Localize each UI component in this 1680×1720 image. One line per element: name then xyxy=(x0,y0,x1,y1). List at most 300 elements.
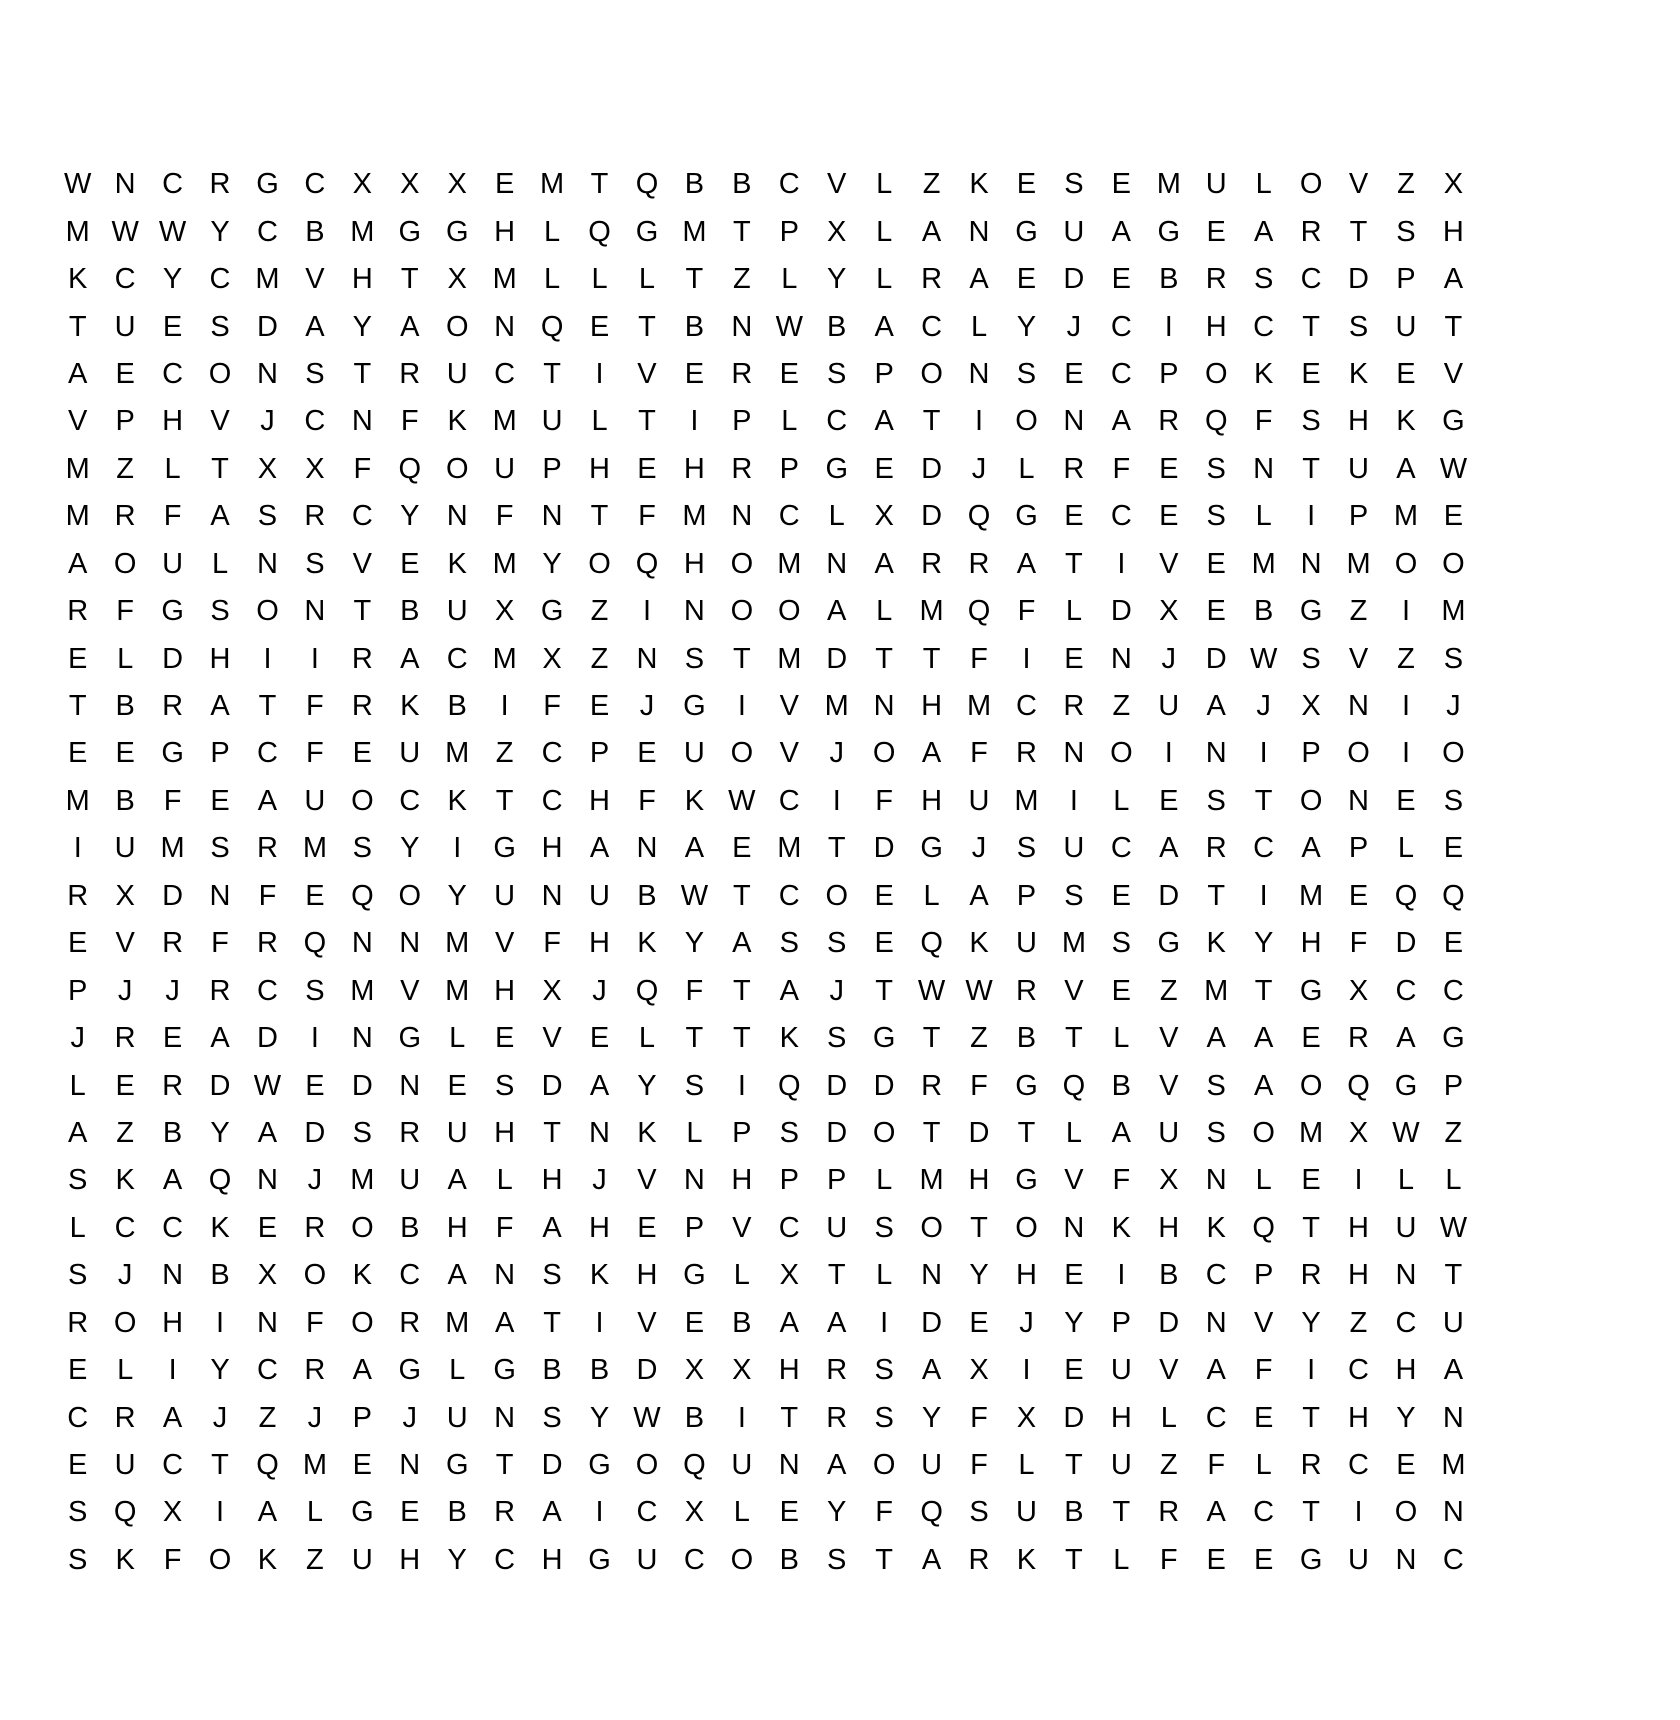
grid-letter: G xyxy=(351,1496,374,1529)
grid-letter: G xyxy=(1299,1543,1323,1576)
grid-letter: S xyxy=(827,927,847,960)
grid-letter: V xyxy=(542,1022,562,1055)
grid-letter: Z xyxy=(590,642,609,675)
grid-letter: S xyxy=(68,1543,88,1576)
grid-letter: U xyxy=(304,784,326,817)
grid-letter: I xyxy=(975,405,984,438)
grid-letter: E xyxy=(1253,1401,1274,1434)
grid-letter: G xyxy=(588,1543,611,1576)
grid-letter: M xyxy=(302,1449,327,1482)
grid-letter: Q xyxy=(1062,1069,1086,1102)
grid-letter: J xyxy=(592,974,607,1007)
grid-letter: N xyxy=(256,1164,278,1197)
grid-letter: C xyxy=(1110,310,1132,343)
grid-letter: N xyxy=(304,595,326,628)
grid-letter: T xyxy=(732,879,751,912)
grid-letter: F xyxy=(116,595,135,628)
grid-letter: A xyxy=(921,1543,942,1576)
grid-letter: E xyxy=(589,690,610,723)
grid-letter: I xyxy=(1259,737,1268,770)
grid-letter: R xyxy=(1015,737,1037,770)
grid-letter: Z xyxy=(922,168,941,201)
grid-letter: A xyxy=(400,310,420,343)
grid-letter: N xyxy=(1395,1543,1417,1576)
grid-letter: L xyxy=(970,310,988,343)
grid-letter: G xyxy=(161,595,184,628)
grid-letter: K xyxy=(1206,1211,1226,1244)
grid-letter: U xyxy=(683,737,705,770)
grid-letter: I xyxy=(310,642,319,675)
grid-letter: T xyxy=(922,642,941,675)
grid-letter: G xyxy=(872,1022,896,1055)
grid-letter: F xyxy=(543,690,561,723)
grid-letter: A xyxy=(162,1401,183,1434)
grid-letter: H xyxy=(399,1543,421,1576)
grid-letter: O xyxy=(730,595,754,628)
grid-letter: C xyxy=(921,310,943,343)
grid-letter: Z xyxy=(1159,1449,1178,1482)
grid-letter: S xyxy=(1206,1069,1226,1102)
grid-letter: T xyxy=(400,263,419,296)
grid-letter: A xyxy=(68,547,88,580)
grid-letter: C xyxy=(1348,1449,1369,1482)
grid-letter: T xyxy=(590,168,609,201)
grid-letter: B xyxy=(684,310,705,343)
grid-letter: V xyxy=(779,737,799,770)
grid-letter: H xyxy=(1348,405,1369,438)
grid-letter: X xyxy=(684,1496,705,1529)
grid-letter: O xyxy=(1110,737,1133,770)
grid-letter: L xyxy=(781,405,798,438)
grid-letter: N xyxy=(494,1401,516,1434)
grid-letter: L xyxy=(1255,1449,1272,1482)
grid-letter: R xyxy=(1158,1496,1180,1529)
grid-letter: F xyxy=(1112,1164,1131,1197)
grid-letter: R xyxy=(256,832,278,865)
grid-letter: A xyxy=(1206,1022,1226,1055)
grid-letter: B xyxy=(589,1354,610,1387)
grid-letter: F xyxy=(638,500,656,533)
grid-letter: G xyxy=(398,1354,422,1387)
grid-letter: X xyxy=(447,168,467,201)
grid-letter: U xyxy=(1063,215,1085,248)
grid-letter: P xyxy=(1111,1306,1132,1339)
grid-letter: T xyxy=(1444,310,1463,343)
grid-letter: X xyxy=(257,1259,278,1292)
grid-letter: I xyxy=(1259,879,1268,912)
grid-letter: A xyxy=(874,310,894,343)
grid-letter: C xyxy=(162,168,184,201)
grid-letter: T xyxy=(1254,974,1273,1007)
grid-letter: Y xyxy=(447,1543,467,1576)
grid-letter: X xyxy=(162,1496,183,1529)
grid-letter: H xyxy=(1300,927,1322,960)
grid-letter: L xyxy=(1065,1116,1082,1149)
grid-letter: M xyxy=(350,215,375,248)
grid-letter: F xyxy=(970,1401,988,1434)
grid-letter: T xyxy=(68,690,87,723)
grid-letter: E xyxy=(1016,168,1037,201)
grid-letter: A xyxy=(1253,1022,1274,1055)
grid-letter: I xyxy=(453,832,462,865)
grid-letter: P xyxy=(115,405,135,438)
grid-letter: T xyxy=(1017,1116,1036,1149)
grid-letter: I xyxy=(1164,737,1173,770)
grid-letter: A xyxy=(827,1449,847,1482)
grid-letter: X xyxy=(1443,168,1464,201)
grid-letter: C xyxy=(1205,1401,1227,1434)
grid-letter: V xyxy=(1064,974,1084,1007)
grid-letter: Z xyxy=(970,1022,988,1055)
grid-letter: G xyxy=(1299,595,1323,628)
grid-letter: V xyxy=(637,357,657,390)
grid-letter: Z xyxy=(1159,974,1178,1007)
grid-letter: B xyxy=(637,879,657,912)
grid-letter: N xyxy=(1348,784,1369,817)
grid-letter: I xyxy=(310,1022,319,1055)
grid-letter: E xyxy=(1064,357,1084,390)
grid-letter: R xyxy=(1205,832,1227,865)
grid-letter: U xyxy=(1110,1354,1132,1387)
grid-letter: S xyxy=(1301,405,1321,438)
grid-letter: R xyxy=(494,1496,516,1529)
grid-letter: I xyxy=(1401,690,1410,723)
grid-letter: R xyxy=(826,1354,848,1387)
grid-letter: F xyxy=(211,927,229,960)
grid-letter: L xyxy=(1397,832,1415,865)
grid-letter: K xyxy=(1348,357,1369,390)
grid-letter: Z xyxy=(1349,1306,1368,1339)
grid-letter: T xyxy=(211,452,229,485)
grid-letter: L xyxy=(733,1496,750,1529)
grid-letter: D xyxy=(921,452,943,485)
grid-letter: B xyxy=(115,690,135,723)
grid-letter: E xyxy=(589,1022,610,1055)
grid-letter: U xyxy=(114,310,136,343)
grid-letter: Z xyxy=(258,1401,277,1434)
grid-letter: H xyxy=(921,784,943,817)
grid-letter: E xyxy=(400,1496,420,1529)
grid-letter: I xyxy=(595,1496,604,1529)
grid-letter: Y xyxy=(400,832,420,865)
grid-letter: O xyxy=(1394,1496,1418,1529)
grid-letter: A xyxy=(1301,832,1321,865)
grid-letter: Q xyxy=(540,310,564,343)
grid-letter: D xyxy=(1063,1401,1085,1434)
grid-letter: K xyxy=(210,1211,230,1244)
grid-letter: N xyxy=(873,690,895,723)
grid-letter: C xyxy=(399,784,421,817)
grid-letter: M xyxy=(350,1164,375,1197)
grid-letter: C xyxy=(1110,357,1132,390)
grid-letter: A xyxy=(68,1116,88,1149)
grid-letter: T xyxy=(732,1022,751,1055)
grid-letter: T xyxy=(1302,1401,1320,1434)
grid-letter: M xyxy=(1251,547,1276,580)
grid-letter: I xyxy=(1401,737,1410,770)
grid-letter: R xyxy=(921,547,943,580)
grid-letter: C xyxy=(1348,1354,1369,1387)
grid-letter: F xyxy=(163,784,182,817)
grid-letter: T xyxy=(827,832,846,865)
grid-letter: F xyxy=(543,927,561,960)
grid-letter: E xyxy=(115,737,135,770)
grid-letter: T xyxy=(353,595,372,628)
grid-letter: R xyxy=(304,1211,326,1244)
grid-letter: V xyxy=(1348,642,1369,675)
grid-letter: A xyxy=(1016,547,1037,580)
grid-letter: N xyxy=(351,405,373,438)
grid-letter: C xyxy=(778,784,800,817)
grid-letter: P xyxy=(542,452,562,485)
grid-letter: F xyxy=(306,1306,324,1339)
grid-letter: C xyxy=(1442,1543,1464,1576)
grid-letter: H xyxy=(162,405,184,438)
grid-letter: X xyxy=(684,1354,705,1387)
grid-letter: E xyxy=(1301,357,1321,390)
grid-letter: I xyxy=(1354,1164,1363,1197)
grid-letter: C xyxy=(114,1211,136,1244)
grid-letter: U xyxy=(921,1449,943,1482)
grid-letter: X xyxy=(1348,974,1369,1007)
grid-letter: F xyxy=(970,1069,988,1102)
grid-letter: E xyxy=(1064,1259,1084,1292)
grid-letter: G xyxy=(920,832,943,865)
grid-letter: H xyxy=(541,1543,563,1576)
grid-letter: C xyxy=(162,1449,184,1482)
grid-letter: T xyxy=(1065,1022,1083,1055)
grid-letter: C xyxy=(256,1354,278,1387)
grid-letter: S xyxy=(1253,263,1274,296)
grid-letter: M xyxy=(1346,547,1371,580)
grid-letter: L xyxy=(1397,1164,1415,1197)
grid-letter: F xyxy=(1112,452,1131,485)
grid-letter: S xyxy=(827,1022,847,1055)
grid-letter: U xyxy=(1158,690,1180,723)
grid-letter: M xyxy=(492,263,517,296)
grid-letter: S xyxy=(210,832,230,865)
grid-letter: M xyxy=(350,974,375,1007)
grid-letter: M xyxy=(540,168,565,201)
grid-letter: U xyxy=(1205,168,1227,201)
grid-letter: R xyxy=(399,1306,421,1339)
grid-letter: I xyxy=(737,690,746,723)
grid-letter: C xyxy=(162,1211,184,1244)
grid-letter: B xyxy=(400,1211,420,1244)
grid-letter: J xyxy=(639,690,655,723)
grid-letter: Q xyxy=(588,215,611,248)
grid-letter: N xyxy=(256,1306,278,1339)
grid-letter: C xyxy=(541,784,563,817)
grid-letter: Q xyxy=(256,1449,279,1482)
grid-letter: O xyxy=(1347,737,1370,770)
grid-letter: A xyxy=(589,832,610,865)
grid-letter: L xyxy=(1113,1543,1130,1576)
grid-letter: A xyxy=(1206,690,1226,723)
grid-letter: N xyxy=(1205,1306,1227,1339)
grid-letter: P xyxy=(589,737,610,770)
grid-letter: O xyxy=(113,547,137,580)
grid-letter: H xyxy=(351,263,373,296)
grid-letter: B xyxy=(162,1116,183,1149)
grid-letter: S xyxy=(1206,784,1226,817)
grid-letter: E xyxy=(969,1306,989,1339)
grid-letter: Q xyxy=(920,1496,943,1529)
grid-letter: A xyxy=(352,1354,373,1387)
grid-letter: L xyxy=(306,1496,323,1529)
grid-letter: A xyxy=(210,500,230,533)
grid-letter: H xyxy=(1348,1401,1369,1434)
grid-letter: I xyxy=(880,1306,889,1339)
grid-letter: U xyxy=(541,405,563,438)
grid-letter: U xyxy=(446,595,468,628)
grid-letter: N xyxy=(731,500,753,533)
grid-letter: I xyxy=(73,832,82,865)
grid-letter: Q xyxy=(635,974,659,1007)
grid-letter: L xyxy=(1160,1401,1177,1434)
grid-letter: W xyxy=(253,1069,282,1102)
grid-letter: A xyxy=(827,595,847,628)
grid-letter: C xyxy=(256,737,278,770)
grid-letter: X xyxy=(115,879,135,912)
grid-letter: C xyxy=(446,642,468,675)
grid-letter: G xyxy=(1015,500,1038,533)
grid-letter: S xyxy=(1206,500,1226,533)
grid-letter: N xyxy=(351,1022,373,1055)
grid-letter: V xyxy=(732,1211,752,1244)
grid-letter: F xyxy=(1349,927,1368,960)
grid-letter: N xyxy=(494,310,516,343)
grid-letter: Y xyxy=(969,1259,989,1292)
grid-letter: X xyxy=(400,168,420,201)
grid-letter: F xyxy=(1254,1354,1273,1387)
grid-letter: M xyxy=(445,927,470,960)
grid-letter: S xyxy=(1016,832,1037,865)
grid-letter: O xyxy=(920,357,943,390)
grid-letter: C xyxy=(1300,263,1322,296)
grid-letter: E xyxy=(352,737,373,770)
grid-letter: E xyxy=(1111,168,1132,201)
grid-letter: Y xyxy=(1301,1306,1321,1339)
grid-letter: I xyxy=(168,1354,177,1387)
grid-letter: W xyxy=(775,310,803,343)
grid-letter: E xyxy=(1206,547,1226,580)
grid-letter: E xyxy=(732,832,752,865)
grid-letter: N xyxy=(1063,1211,1085,1244)
grid-letter: B xyxy=(1111,1069,1132,1102)
grid-letter: B xyxy=(447,690,467,723)
grid-letter: A xyxy=(921,737,942,770)
grid-letter: L xyxy=(1065,595,1082,628)
grid-letter: S xyxy=(874,1401,894,1434)
grid-letter: G xyxy=(683,690,706,723)
grid-letter: S xyxy=(1206,452,1226,485)
grid-letter: T xyxy=(970,1211,988,1244)
grid-letter: A xyxy=(1111,1116,1132,1149)
grid-letter: X xyxy=(257,452,278,485)
grid-letter: S xyxy=(1348,310,1369,343)
grid-letter: G xyxy=(1442,1022,1465,1055)
grid-letter: C xyxy=(636,1496,658,1529)
grid-letter: R xyxy=(1300,215,1322,248)
grid-letter: M xyxy=(65,452,90,485)
grid-letter: K xyxy=(1253,357,1274,390)
grid-letter: S xyxy=(827,357,847,390)
grid-letter: C xyxy=(778,879,800,912)
grid-letter: N xyxy=(1300,547,1322,580)
grid-letter: X xyxy=(1159,595,1179,628)
grid-letter: D xyxy=(826,642,848,675)
grid-letter: Q xyxy=(635,168,659,201)
grid-letter: E xyxy=(1253,1543,1274,1576)
grid-letter: A xyxy=(305,310,325,343)
grid-letter: Y xyxy=(589,1401,610,1434)
grid-letter: K xyxy=(400,690,420,723)
grid-letter: M xyxy=(1156,168,1181,201)
grid-letter: L xyxy=(876,1259,893,1292)
grid-letter: O xyxy=(872,1449,896,1482)
grid-letter: D xyxy=(968,1116,990,1149)
grid-letter: M xyxy=(1393,500,1419,533)
grid-letter: E xyxy=(1111,263,1132,296)
grid-letter: N xyxy=(1442,1401,1464,1434)
grid-letter: P xyxy=(827,1164,847,1197)
grid-letter: Z xyxy=(116,452,135,485)
grid-letter: V xyxy=(1159,1022,1179,1055)
grid-letter: Q xyxy=(303,927,327,960)
grid-letter: T xyxy=(922,1116,941,1149)
grid-letter: L xyxy=(117,1354,134,1387)
word-search-grid xyxy=(54,161,1477,1584)
grid-letter: Q xyxy=(635,547,659,580)
grid-letter: P xyxy=(1301,737,1321,770)
grid-letter: B xyxy=(400,595,420,628)
grid-letter: H xyxy=(541,1164,563,1197)
grid-letter: G xyxy=(445,215,469,248)
grid-letter: T xyxy=(922,405,941,438)
grid-letter: T xyxy=(543,1306,561,1339)
grid-letter: A xyxy=(1396,1022,1416,1055)
grid-letter: W xyxy=(1249,642,1278,675)
grid-letter: Y xyxy=(447,879,467,912)
grid-letter: V xyxy=(68,405,88,438)
grid-letter: G xyxy=(1015,1069,1038,1102)
grid-letter: N xyxy=(541,500,563,533)
grid-letter: G xyxy=(1157,927,1181,960)
grid-letter: Q xyxy=(398,452,422,485)
grid-letter: V xyxy=(1348,168,1369,201)
grid-letter: L xyxy=(686,1116,703,1149)
grid-letter: S xyxy=(1064,168,1084,201)
grid-letter: P xyxy=(1016,879,1037,912)
grid-letter: W xyxy=(158,215,187,248)
grid-letter: L xyxy=(876,215,893,248)
grid-letter: E xyxy=(68,642,88,675)
grid-letter: O xyxy=(635,1449,659,1482)
grid-letter: V xyxy=(1443,357,1464,390)
grid-letter: Y xyxy=(1396,1401,1416,1434)
grid-letter: L xyxy=(211,547,229,580)
grid-letter: X xyxy=(1301,690,1321,723)
grid-letter: F xyxy=(1159,1543,1178,1576)
grid-letter: X xyxy=(352,168,373,201)
grid-letter: N xyxy=(1395,1259,1417,1292)
grid-letter: N xyxy=(636,642,658,675)
grid-letter: I xyxy=(1117,1259,1126,1292)
grid-letter: R xyxy=(114,1022,136,1055)
grid-letter: L xyxy=(1113,1022,1130,1055)
grid-letter: C xyxy=(256,974,278,1007)
